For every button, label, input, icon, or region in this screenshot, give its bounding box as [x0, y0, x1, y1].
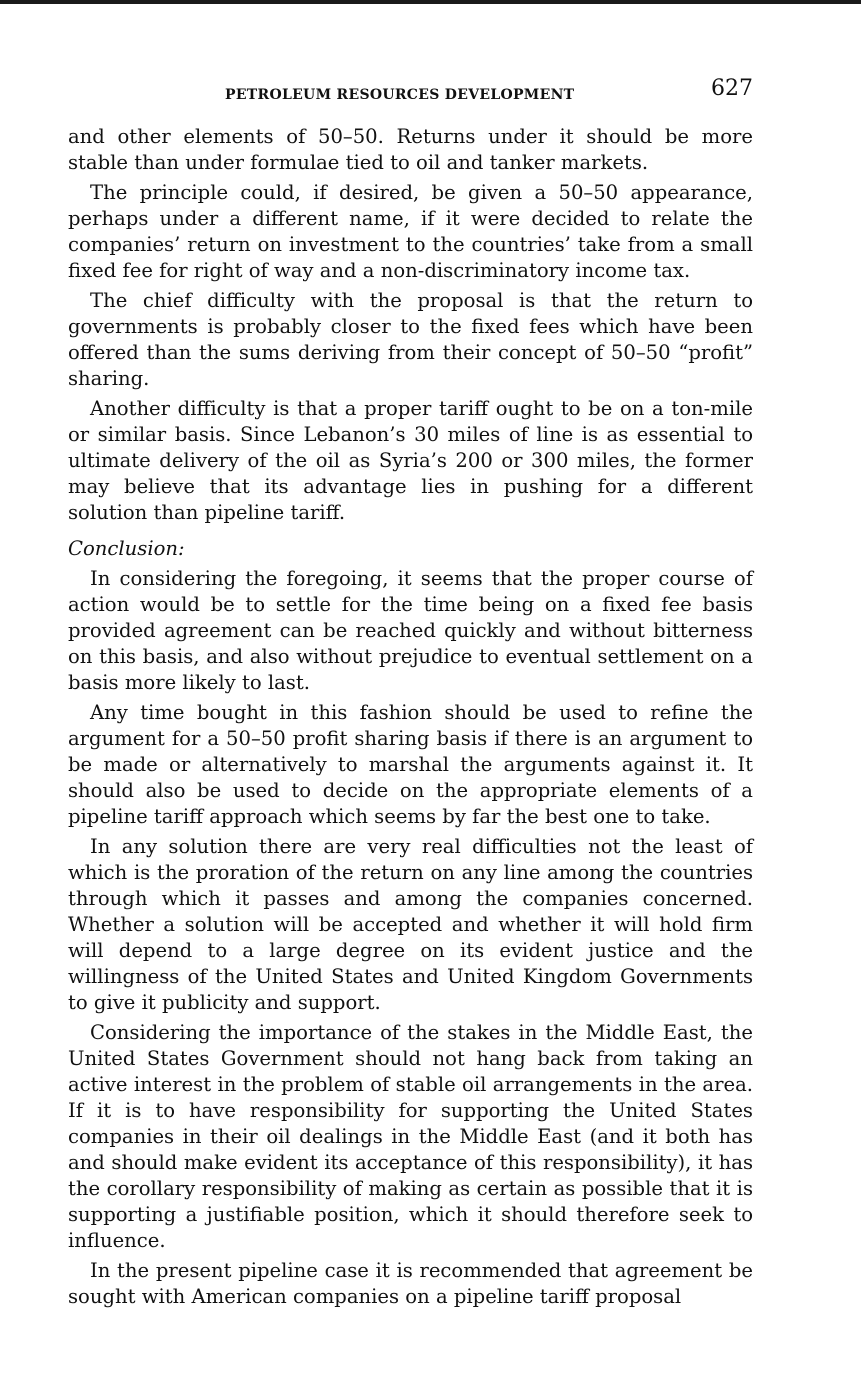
paragraph: and other elements of 50–50. Returns under it should be more stable than under formulae tied to oil and tanker markets.: [68, 125, 753, 174]
paragraph: Considering the importance of the stakes in the Middle East, the United States Government should not hang back from taking an active interest in the problem of stable oil arrangements in the area. If it is to have responsibility for supporting the United States companies in their oil dealings in the Middle East (and it both has and should make evident its acceptance of this responsibility), it has the corollary responsibility of making as certain as possible that it is supporting a justifiable position, which it should therefore seek to influence.: [68, 1021, 753, 1252]
paragraph: The principle could, if desired, be given a 50–50 appearance, perhaps under a different name, if it were decided to relate the companies’ return on investment to the countries’ take from a small fixed fee for right of way and a non-discriminatory income tax.: [68, 181, 753, 282]
paragraph: The chief difficulty with the proposal is that the return to governments is probably closer to the fixed fees which have been offered than the sums deriving from their concept of 50–50 “profit” sharing.: [68, 289, 753, 390]
paragraph: In considering the foregoing, it seems that the proper course of action would be to settle for the time being on a fixed fee basis provided agreement can be reached quickly and without bitterness on this basis, and also without prejudice to eventual settlement on a basis more likely to last.: [68, 567, 753, 694]
page-top-edge: [0, 0, 861, 4]
running-title: PETROLEUM RESOURCES DEVELOPMENT: [225, 87, 575, 103]
page-body: [68, 124, 753, 1310]
section-heading: Conclusion:: [68, 537, 185, 560]
paragraph: Any time bought in this fashion should be used to refine the argument for a 50–50 profit sharing basis if there is an argument to be made or alternatively to marshal the arguments against it. It should also be used to decide on the appropriate elements of a pipeline tariff approach which seems by far the best one to take.: [68, 701, 753, 828]
paragraph: In the present pipeline case it is recommended that agreement be sought with American companies on a pipeline tariff proposal: [68, 1259, 753, 1308]
page-header: [68, 76, 753, 106]
paragraph: In any solution there are very real difficulties not the least of which is the proration of the return on any line among the countries through which it passes and among the companies concerned. Whether a solution will be accepted and whether it will hold firm will depend to a large degree on its evident justice and the willingness of the United States and United Kingdom Governments to give it publicity and support.: [68, 835, 753, 1014]
paragraph: Another difficulty is that a proper tariff ought to be on a ton-mile or similar basis. Since Lebanon’s 30 miles of line is as essential to ultimate delivery of the oil as Syria’s 200 or 300 miles, the former may believe that its advantage lies in pushing for a different solution than pipeline tariff.: [68, 397, 753, 524]
page-number: 627: [711, 76, 753, 101]
